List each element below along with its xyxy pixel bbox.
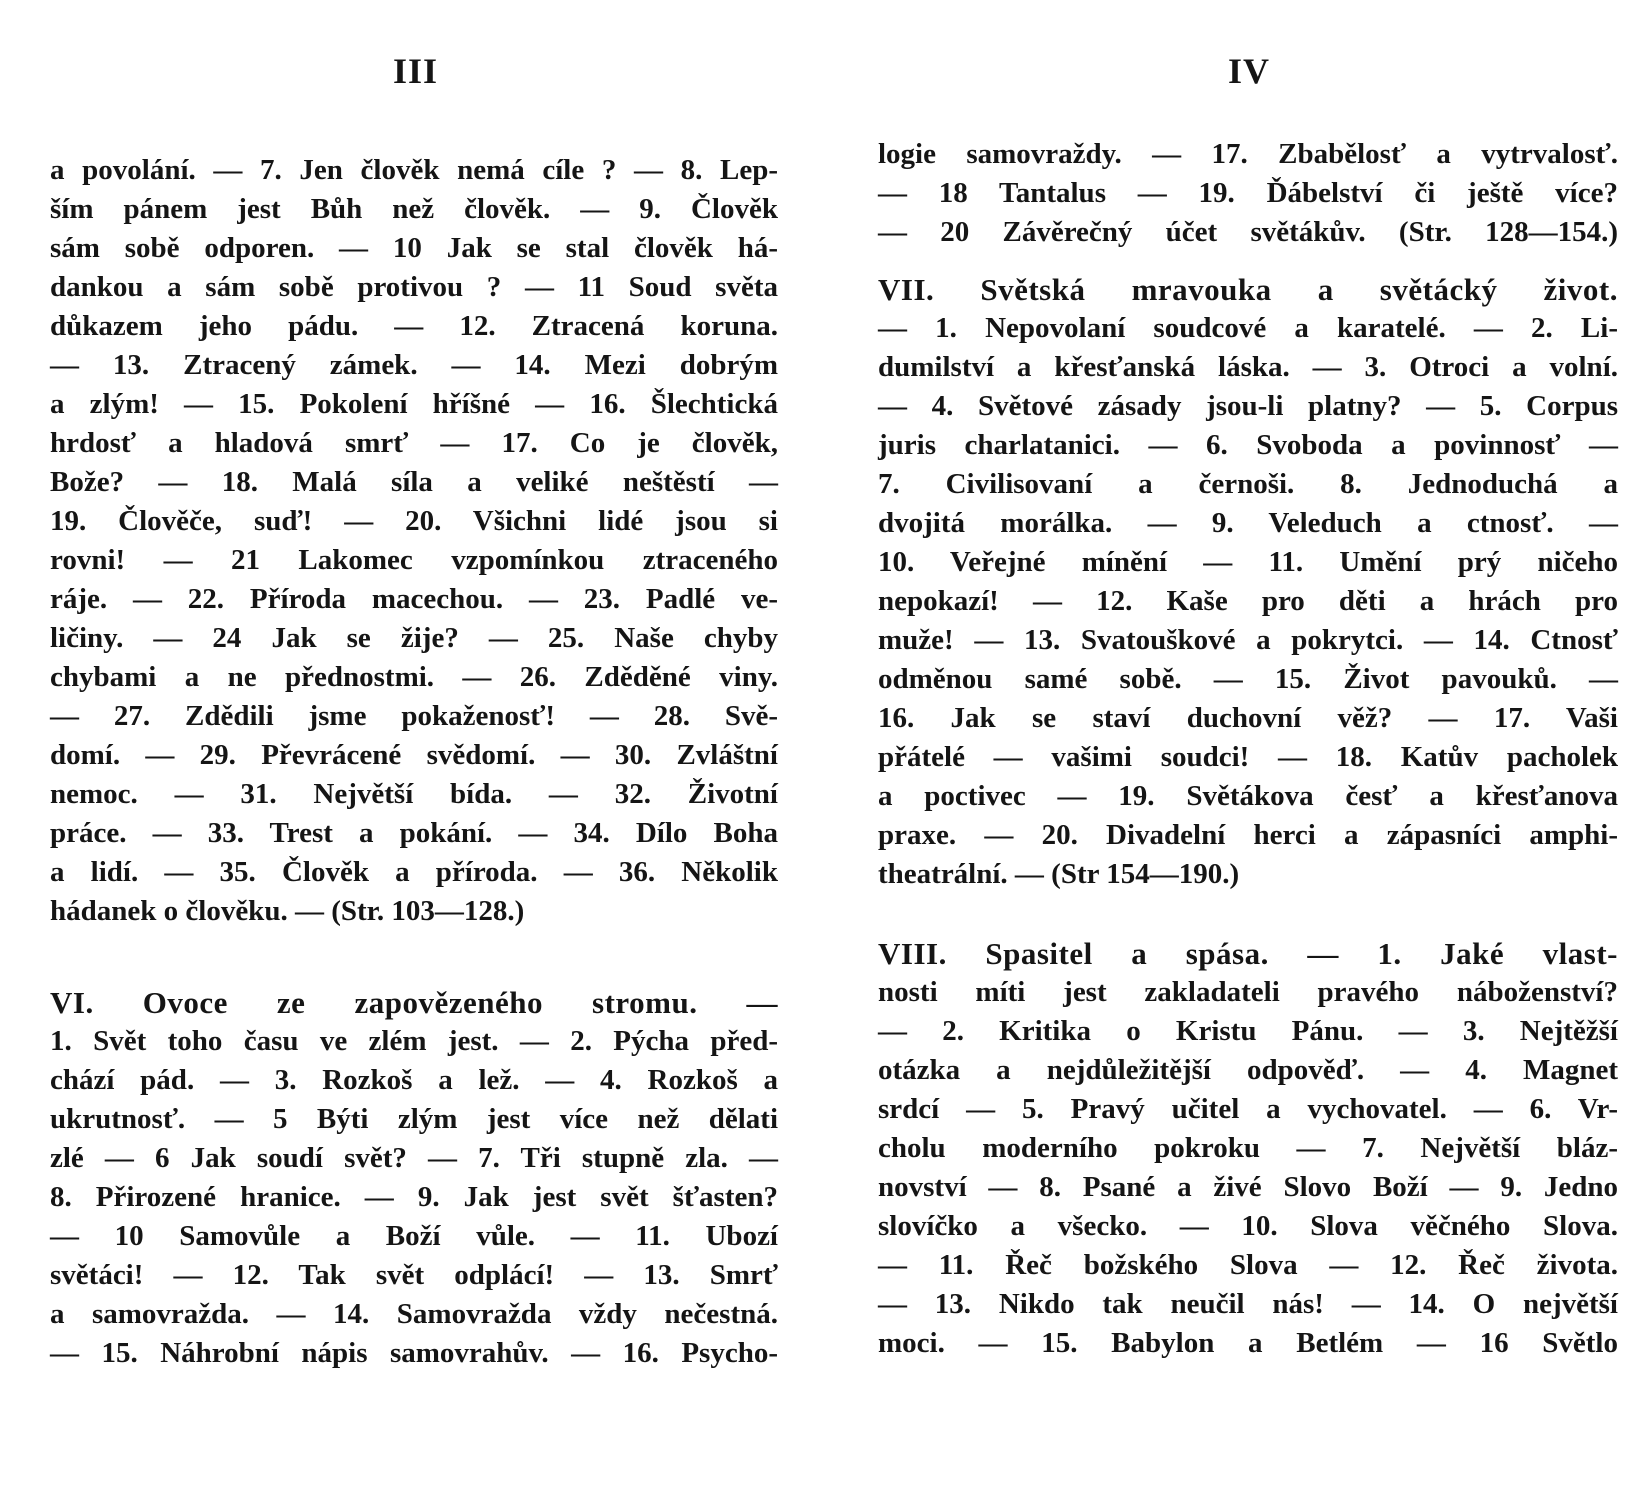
text-line: — 10 Samovůle a Boží vůle. — 11. Ubozí — [50, 1220, 778, 1252]
text-line: a zlým! — 15. Pokolení hříšné — 16. Šlechtická — [50, 388, 778, 420]
text-line: Bože? — 18. Malá síla a veliké neštěstí — — [50, 466, 778, 498]
text-line: práce. — 33. Trest a pokání. — 34. Dílo Boha — [50, 817, 778, 849]
text-line: ličiny. — 24 Jak se žije? — 25. Naše chyby — [50, 622, 778, 654]
text-line: novství — 8. Psané a živé Slovo Boží — 9. Jedno — [878, 1171, 1618, 1203]
text-line: moci. — 15. Babylon a Betlém — 16 Světlo — [878, 1327, 1618, 1359]
text-line: muže! — 13. Svatouškové a pokrytci. — 14. Ctnosť — [878, 624, 1618, 656]
right-page — [823, 0, 1646, 1500]
text-line: — 27. Zdědili jsme pokaženosť! — 28. Svě- — [50, 700, 778, 732]
text-line: juris charlatanici. — 6. Svoboda a povinnosť — — [878, 429, 1618, 461]
text-line: — 13. Nikdo tak neučil nás! — 14. O největší — [878, 1288, 1618, 1320]
text-line: — 15. Náhrobní nápis samovrahův. — 16. Psycho- — [50, 1337, 778, 1369]
text-line: hádanek o člověku. — (Str. 103—128.) — [50, 895, 525, 927]
section-heading: VI. Ovoce ze zapovězeného stromu. — — [50, 985, 778, 1020]
text-line: — 18 Tantalus — 19. Ďábelství či ještě více? — [878, 177, 1618, 209]
text-line: ukrutnosť. — 5 Býti zlým jest více než dělati — [50, 1103, 778, 1135]
text-line: — 1. Nepovolaní soudcové a karatelé. — 2. Li- — [878, 312, 1618, 344]
text-line: nosti míti jest zakladateli pravého náboženství? — [878, 976, 1618, 1008]
text-line: sám sobě odporen. — 10 Jak se stal člověk há- — [50, 232, 778, 264]
text-line: a povolání. — 7. Jen člověk nemá cíle ? — 8. Lep- — [50, 154, 778, 186]
text-line: ším pánem jest Bůh než člověk. — 9. Člověk — [50, 193, 778, 225]
text-line: a samovražda. — 14. Samovražda vždy nečestná. — [50, 1298, 778, 1330]
text-line: — 13. Ztracený zámek. — 14. Mezi dobrým — [50, 349, 778, 381]
text-line: cholu moderního pokroku — 7. Největší bláz- — [878, 1132, 1618, 1164]
left-section-vi — [50, 983, 778, 1373]
text-line: dvojitá morálka. — 9. Veleduch a ctnosť. — — [878, 507, 1618, 539]
text-line: — 2. Kritika o Kristu Pánu. — 3. Nejtěžší — [878, 1015, 1618, 1047]
text-line: důkazem jeho pádu. — 12. Ztracená koruna. — [50, 310, 778, 342]
right-section-viii — [878, 934, 1618, 1363]
text-line: zlé — 6 Jak soudí svět? — 7. Tři stupně zla. — — [50, 1142, 778, 1174]
text-line: světáci! — 12. Tak svět odplácí! — 13. Smrť — [50, 1259, 778, 1291]
text-line: nemoc. — 31. Největší bída. — 32. Životní — [50, 778, 778, 810]
text-line: — 11. Řeč božského Slova — 12. Řeč života. — [878, 1249, 1618, 1281]
section-heading: VIII. Spasitel a spása. — 1. Jaké vlast- — [878, 936, 1618, 971]
text-line: rovni! — 21 Lakomec vzpomínkou ztraceného — [50, 544, 778, 576]
text-line: dumilství a křesťanská láska. — 3. Otroci a volní. — [878, 351, 1618, 383]
text-line: slovíčko a všecko. — 10. Slova věčného Slova. — [878, 1210, 1618, 1242]
text-line: a poctivec — 19. Světákova česť a křesťanova — [878, 780, 1618, 812]
text-line: přátelé — vašimi soudci! — 18. Katův pacholek — [878, 741, 1618, 773]
text-line: ráje. — 22. Příroda macechou. — 23. Padlé ve- — [50, 583, 778, 615]
text-line: srdcí — 5. Pravý učitel a vychovatel. — 6. Vr- — [878, 1093, 1618, 1125]
text-line: dankou a sám sobě protivou ? — 11 Soud světa — [50, 271, 778, 303]
section-heading: VII. Světská mravouka a světácký život. — [878, 272, 1618, 307]
text-line: 8. Přirozené hranice. — 9. Jak jest svět šťasten? — [50, 1181, 778, 1213]
text-line: — 20 Závěrečný účet světákův. (Str. 128—154.) — [878, 216, 1618, 248]
text-line: chybami a ne přednostmi. — 26. Zděděné viny. — [50, 661, 778, 693]
text-line: theatrální. — (Str 154—190.) — [878, 858, 1240, 890]
text-line: domí. — 29. Převrácené svědomí. — 30. Zvláštní — [50, 739, 778, 771]
text-line: chází pád. — 3. Rozkoš a lež. — 4. Rozkoš a — [50, 1064, 778, 1096]
page-number-right: IV — [1228, 51, 1271, 91]
text-line: logie samovraždy. — 17. Zbabělosť a vytrvalosť. — [878, 138, 1618, 170]
text-line: 10. Veřejné mínění — 11. Umění prý ničeho — [878, 546, 1618, 578]
text-line: otázka a nejdůležitější odpověď. — 4. Magnet — [878, 1054, 1618, 1086]
text-line: praxe. — 20. Divadelní herci a zápasníci amphi- — [878, 819, 1618, 851]
text-line: nepokazí! — 12. Kaše pro děti a hrách pro — [878, 585, 1618, 617]
text-line: 16. Jak se staví duchovní věž? — 17. Vaši — [878, 702, 1618, 734]
page-number-left: III — [393, 51, 439, 91]
left-paragraph-1 — [50, 151, 778, 931]
right-text-column — [878, 135, 1618, 1363]
text-line: a lidí. — 35. Člověk a příroda. — 36. Několik — [50, 856, 778, 888]
text-line: hrdosť a hladová smrť — 17. Co je člověk, — [50, 427, 778, 459]
left-text-column — [50, 151, 778, 1373]
right-section-vii — [878, 270, 1618, 894]
text-line: odměnou samé sobě. — 15. Život pavouků. — — [878, 663, 1618, 695]
text-line: 1. Svět toho času ve zlém jest. — 2. Pýcha před- — [50, 1025, 778, 1057]
right-paragraph-1 — [878, 135, 1618, 252]
text-line: — 4. Světové zásady jsou-li platny? — 5. Corpus — [878, 390, 1618, 422]
text-line: 7. Civilisovaní a černoši. 8. Jednoduchá a — [878, 468, 1618, 500]
text-line: 19. Člověče, suď! — 20. Všichni lidé jsou si — [50, 505, 778, 537]
